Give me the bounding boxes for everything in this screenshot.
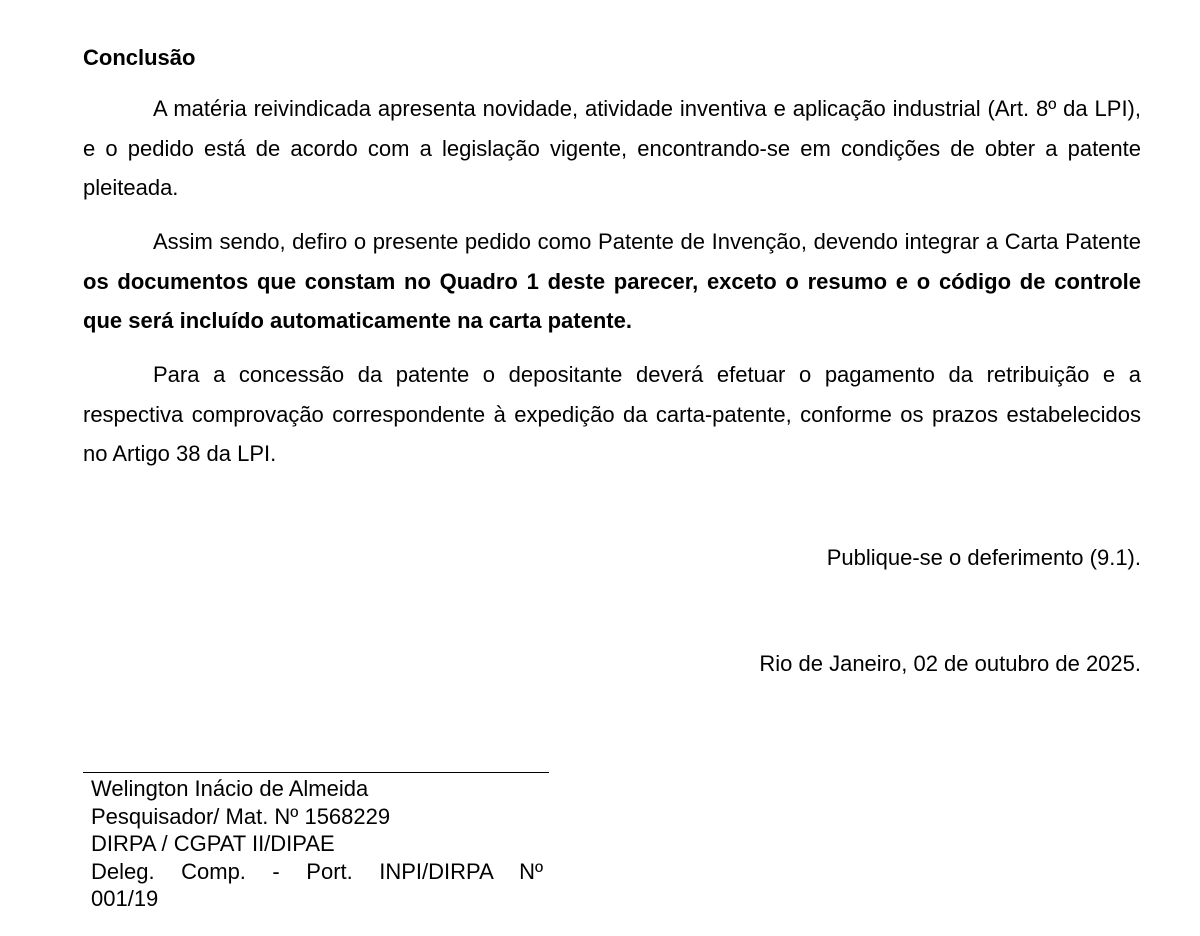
signer-unit: DIRPA / CGPAT II/DIPAE [91, 831, 335, 856]
paragraph-grant-bold: os documentos que constam no Quadro 1 deste parecer, exceto o resumo e o código de controle que será incluído automaticamente na carta patente. [83, 268, 1141, 333]
paragraph-grant-lead: Assim sendo, defiro o presente pedido como Patente de Invenção, devendo integrar a Carta Patente [153, 229, 1141, 254]
signer-delegation-line2: 001/19 [91, 886, 159, 911]
signer-name: Welington Inácio de Almeida [91, 776, 369, 801]
publication-line: Publique-se o deferimento (9.1). [826, 545, 1141, 570]
paragraph-grant [83, 222, 1141, 341]
section-heading: Conclusão [83, 45, 196, 70]
signer-role: Pesquisador/ Mat. Nº 1568229 [91, 803, 391, 829]
signer-delegation-line1: Deleg. Comp. - Port. INPI/DIRPA Nº [91, 858, 543, 884]
signature-block [83, 772, 549, 913]
paragraph-payment: Para a concessão da patente o depositante deverá efetuar o pagamento da retribuição e a respectiva comprovação correspondente à expedição da carta-patente, conforme os prazos estabelecidos no Artigo 38 da LPI. [83, 362, 1141, 466]
place-date-line: Rio de Janeiro, 02 de outubro de 2025. [759, 651, 1141, 676]
paragraph-novelty: A matéria reivindicada apresenta novidade, atividade inventiva e aplicação industrial (Art. 8º da LPI), e o pedido está de acordo com a legislação vigente, encontrando-se em condições de obter a patente pleiteada. [83, 96, 1141, 200]
